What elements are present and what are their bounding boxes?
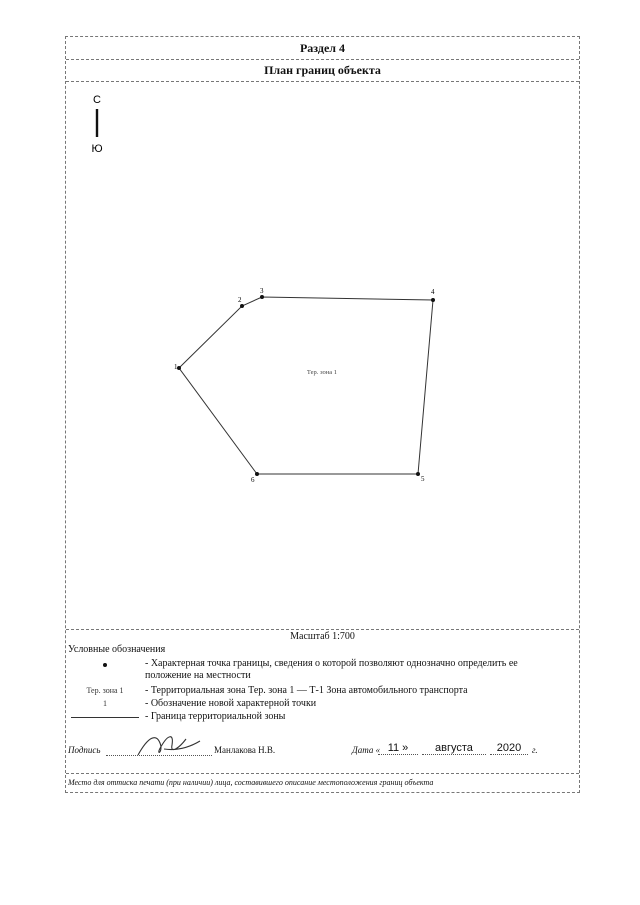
boundary-point [240,304,244,308]
legend-symbol-point [70,658,140,669]
boundary-line-icon [71,717,139,718]
document-frame [65,36,580,793]
section-label: Раздел 4 [66,37,579,60]
point-label: 3 [260,287,264,295]
date-year: 2020 [490,742,528,755]
point-label: 5 [421,475,425,483]
boundary-point [260,295,264,299]
zone-label: Тер. зона 1 [306,369,338,376]
handwritten-signature-icon [134,729,204,761]
boundary-point [255,472,259,476]
plan-title: План границ объекта [66,59,579,82]
point-marker-icon [103,663,107,667]
legend-title: Условные обозначения [68,644,166,655]
zone-boundary [179,297,433,474]
date-day-close: » [402,742,409,754]
date-year-suffix: г. [532,745,538,755]
north-arrow-icon [91,94,102,155]
legend-text: - Территориальная зона Тер. зона 1 — Т-1 Зона автомобильного транспорта [145,685,468,696]
date-day [378,742,418,755]
legend-symbol-zone: Тер. зона 1 [86,686,124,695]
signature-label: Подпись [68,745,101,755]
legend-text: - Граница территориальной зоны [145,711,286,722]
legend-text: - Обозначение новой характерной точки [145,698,317,709]
signature-row [66,741,579,759]
date-label: Дата « [352,745,381,755]
boundary-map-svg [66,81,581,629]
signer-name: Манлакова Н.В. [214,745,276,755]
compass-south: Ю [91,143,103,155]
boundary-point [431,298,435,302]
compass-north: С [93,94,101,106]
boundary-map [66,81,579,630]
boundary-point [177,366,181,370]
stamp-area [66,773,579,793]
point-label: 4 [431,288,435,296]
point-label: 2 [238,296,242,304]
point-label: 1 [174,363,178,371]
map-scale: Масштаб 1:700 [290,631,355,642]
legend-symbol-boundary [70,711,140,720]
boundary-point [416,472,420,476]
legend-text: - Характерная точка границы, сведения о которой позволяют однозначно определить ее положение на местности [145,658,518,681]
point-label: 6 [251,476,255,484]
date-month: августа [422,742,486,755]
stamp-note: Место для оттиска печати (при наличии) лица, составившего описание местоположения границ объекта [68,778,434,787]
date-day-value: 11 [387,742,400,754]
legend-symbol-new-point: 1 [103,699,107,708]
